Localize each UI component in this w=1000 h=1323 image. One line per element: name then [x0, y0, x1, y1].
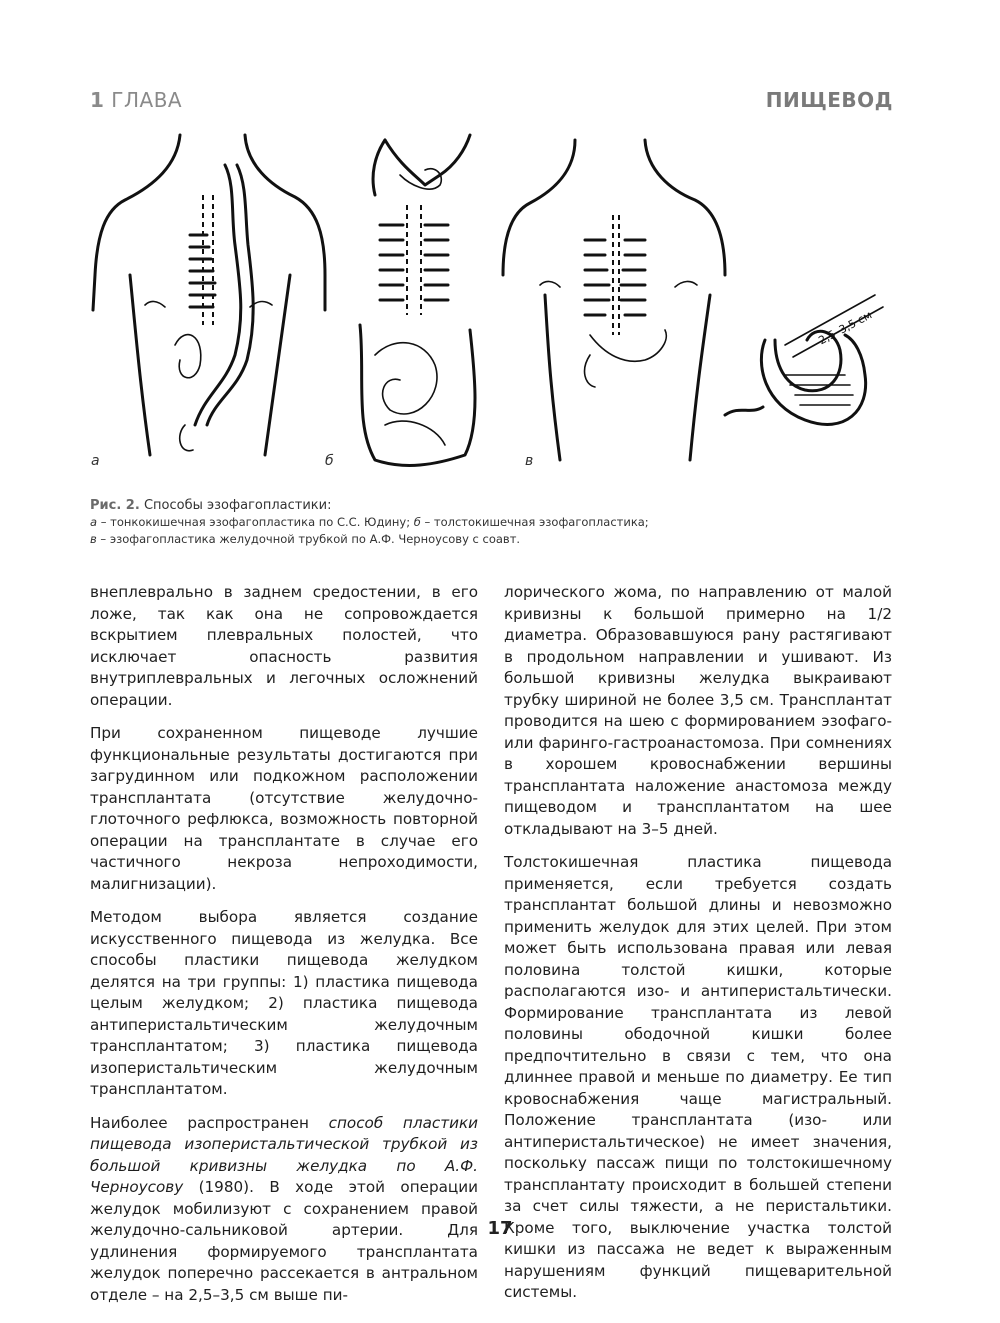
ribs-b	[380, 225, 448, 300]
caption-title-line	[90, 497, 910, 514]
left-paragraph-4	[90, 1113, 478, 1307]
caption-text-b: – толстокишечная эзофагопластика;	[420, 515, 649, 529]
left-paragraph-4-start: Наиболее распространен	[90, 1113, 329, 1132]
left-paragraph-3: Методом выбора является создание искусственного пищевода из желудка. Все способы пластики пищевода желудком делятся на три группы: 1) пластика пищевода целым желудком; 2) пластика пищевода антиперистальтическим желудочным трансплантатом; 3) пластика пищевода изоперистальтическим желудочным трансплантатом.	[90, 908, 478, 1098]
caption-line-c	[90, 531, 910, 548]
caption-label: Рис. 2.	[90, 498, 140, 513]
caption-letter-a: а	[90, 515, 98, 529]
left-paragraph-2: При сохраненном пищеводе лучшие функциональные результаты достигаются при загрудинном или подкожном расположении трансплантата (отсутствие желудочно-глоточного рефлюкса, возможность повторной операции на трансплантате в случае его частичного некроза непроходимости, малигнизации).	[90, 724, 478, 893]
section-title: ПИЩЕВОД	[765, 88, 893, 112]
caption-title: Способы эзофагопластики:	[143, 498, 332, 513]
panel-letter-a: а	[91, 453, 100, 469]
chapter-label: ГЛАВА	[111, 88, 183, 112]
caption-letter-c: в	[90, 532, 97, 546]
ribs-c	[585, 240, 645, 315]
right-paragraph-2: Толстокишечная пластика пищевода применяется, если требуется создать трансплантат большой длины и невозможно применить желудок для этих целей. При этом может быть использована правая или левая половина толстой кишки, которые располагаются изо- и антиперистальтически. Формирование трансплантата из левой половины ободочной кишки более предпочтительно в связи с тем, что она длиннее правой и меньше по диаметру. Ее тип кровоснабжения чаще магистральный. Положение трансплантата (изо- или антиперистальтическое) не имеет значения, поскольку пассаж пищи по толстокишечному трансплантату происходит в большей степени за счет силы тяжести, а не перистальтики. Кроме того, выключение участка толстой кишки из пассажа не ведет к выраженным нарушениям функций пищеварительной системы.	[504, 853, 892, 1301]
caption-letter-b: б	[413, 515, 421, 529]
left-paragraph-4-italic: способ пластики пищевода изоперистальтической трубкой из большой кривизны желудка по А.Ф. Черноусову	[90, 1113, 478, 1196]
panel-a-drawing	[93, 135, 325, 455]
chapter-number: 1	[90, 88, 105, 112]
caption-text-c: – эзофагопластика желудочной трубкой по А.Ф. Черноусову с соавт.	[96, 532, 521, 546]
measurement-label: 2,5–3,5 см	[816, 308, 875, 348]
panel-b-drawing	[360, 135, 475, 465]
left-paragraph-4-end: (1980). В ходе этой операции желудок мобилизуют с сохранением правой желудочно-сальниковой артерии. Для удлинения формируемого трансплантата желудок поперечно рассекается в антральном отделе – на 2,5–3,5 см выше пи-	[90, 1178, 478, 1304]
chapter-header	[90, 88, 182, 112]
figure-caption	[90, 497, 910, 548]
left-column	[90, 582, 478, 1318]
caption-line-a	[90, 514, 910, 531]
caption-text-a: – тонкокишечная эзофагопластика по С.С. Юдину;	[97, 515, 414, 529]
left-paragraph-1: внеплеврально в заднем средостении, в его ложе, так как она не сопровождается вскрытием плевральных полостей, что исключает опасность развития внутриплевральных и легочных осложнений операции.	[90, 583, 478, 709]
panel-letter-c: в	[525, 453, 534, 469]
page-number: 17	[487, 1218, 513, 1239]
right-column	[504, 582, 892, 1316]
esophagoplasty-illustration	[85, 125, 905, 475]
panel-letter-b: б	[325, 453, 334, 469]
right-paragraph-1: лорического жома, по направлению от малой кривизны к большой примерно на 1/2 диаметра. Образовавшуюся рану растягивают в продольном направлении и ушивают. Из большой кривизны желудка выкраивают трубку шириной не более 3,5 см. Трансплантат проводится на шею с формированием эзофаго- или фаринго-гастроанастомоза. При сомнениях в хорошем кровоснабжении вершины трансплантата наложение анастомоза между пищеводом и трансплантатом на шее откладывают на 3–5 дней.	[504, 583, 892, 838]
panel-c-drawing	[503, 140, 725, 460]
